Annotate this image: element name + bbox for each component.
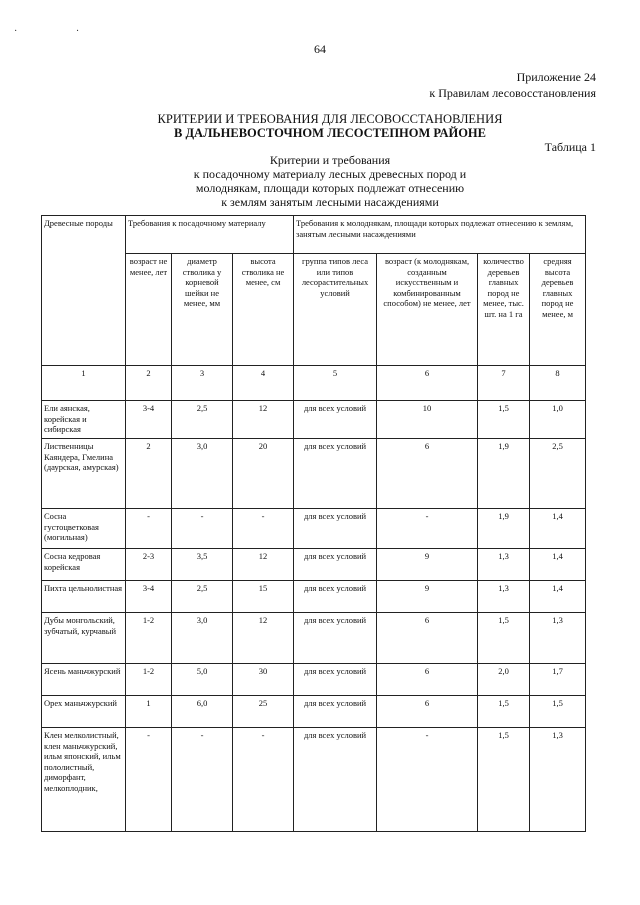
age-cell: 2-3 [126,549,172,581]
table-row [42,728,586,832]
forest-group-cell: для всех условий [294,549,377,581]
column-number: 7 [478,366,530,401]
age-cell: 1-2 [126,613,172,664]
age-cell: - [126,728,172,832]
document-title [0,112,640,140]
species-cell: Клен мелколистный, клен маньчжурский, ильм японский, ильм пололистный, диморфант, мелкоплодник, [42,728,126,832]
diameter-cell: 3,0 [172,439,233,509]
column-number: 2 [126,366,172,401]
title-line-2: В ДАЛЬНЕВОСТОЧНОМ ЛЕСОСТЕПНОМ РАЙОНЕ [173,126,486,140]
caption-line-4: к землям занятым лесными насаждениями [221,195,439,209]
column-number: 1 [42,366,126,401]
column-numbers-row [42,366,586,401]
table-row [42,664,586,696]
tree-count-cell: 1,5 [478,696,530,728]
species-cell: Ели аянская, корейская и сибирская [42,401,126,439]
avg-height-cell: 2,5 [530,439,586,509]
species-cell: Дубы монгольский, зубчатый, курчавый [42,613,126,664]
young-age-cell: 6 [377,439,478,509]
caption-line-2: к посадочному материалу лесных древесных пород и [193,167,467,181]
young-age-cell: 9 [377,549,478,581]
forest-group-cell: для всех условий [294,581,377,613]
tree-count-cell: 2,0 [478,664,530,696]
scan-marks: · · [14,26,108,37]
avg-height-cell: 1,7 [530,664,586,696]
diameter-cell: - [172,509,233,549]
appendix-line-1: Приложение 24 [516,70,596,84]
page-number: 64 [314,42,326,56]
header-young-stands: Требования к молоднякам, площади которых подлежат отнесению к землям, занятым лесными насаждениями [294,216,586,254]
column-number: 8 [530,366,586,401]
species-cell: Сосна густоцветковая (могильная) [42,509,126,549]
young-age-cell: - [377,509,478,549]
table-row [42,581,586,613]
appendix-note [429,69,596,101]
column-number: 5 [294,366,377,401]
forest-group-cell: для всех условий [294,696,377,728]
species-cell: Лиственницы Каяндера, Гмелина (даурская, амурская) [42,439,126,509]
caption-line-3: молоднякам, площади которых подлежат отнесению [195,181,465,195]
avg-height-cell: 1,4 [530,581,586,613]
young-age-cell: 10 [377,401,478,439]
young-age-cell: 9 [377,581,478,613]
tree-count-cell: 1,9 [478,509,530,549]
young-age-cell: 6 [377,613,478,664]
age-cell: - [126,509,172,549]
forest-group-cell: для всех условий [294,664,377,696]
height-cell: 25 [233,696,294,728]
header-col-forest-group: группа типов леса или типов лесорастительных условий [294,254,377,366]
avg-height-cell: 1,0 [530,401,586,439]
height-cell: 15 [233,581,294,613]
tree-count-cell: 1,3 [478,549,530,581]
avg-height-cell: 1,4 [530,509,586,549]
title-line-1: КРИТЕРИИ И ТРЕБОВАНИЯ ДЛЯ ЛЕСОВОССТАНОВЛЕНИЯ [157,112,503,126]
height-cell: 12 [233,401,294,439]
height-cell: - [233,728,294,832]
header-col-avg-height: средняя высота деревьев главных пород не менее, м [530,254,586,366]
header-col-age: возраст не менее, лет [126,254,172,366]
header-col-height: высота стволика не менее, см [233,254,294,366]
diameter-cell: 2,5 [172,401,233,439]
table-row [42,613,586,664]
forest-group-cell: для всех условий [294,728,377,832]
young-age-cell: 6 [377,696,478,728]
header-planting-material: Требования к посадочному материалу [126,216,294,254]
species-cell: Сосна кедровая корейская [42,549,126,581]
header-species: Древесные породы [42,216,126,366]
height-cell: 12 [233,549,294,581]
avg-height-cell: 1,5 [530,696,586,728]
height-cell: 12 [233,613,294,664]
species-cell: Ясень маньчжурский [42,664,126,696]
height-cell: - [233,509,294,549]
column-number: 6 [377,366,478,401]
forest-group-cell: для всех условий [294,439,377,509]
age-cell: 1-2 [126,664,172,696]
tree-count-cell: 1,3 [478,581,530,613]
species-cell: Орех маньчжурский [42,696,126,728]
avg-height-cell: 1,4 [530,549,586,581]
diameter-cell: - [172,728,233,832]
forest-group-cell: для всех условий [294,401,377,439]
forest-group-cell: для всех условий [294,509,377,549]
diameter-cell: 5,0 [172,664,233,696]
header-col-diameter: диаметр стволика у корневой шейки не менее, мм [172,254,233,366]
diameter-cell: 3,0 [172,613,233,664]
table-row [42,439,586,509]
column-number: 4 [233,366,294,401]
caption-line-1: Критерии и требования [269,153,391,167]
age-cell: 3-4 [126,401,172,439]
header-row-groups [42,216,586,254]
diameter-cell: 6,0 [172,696,233,728]
species-cell: Пихта цельнолистная [42,581,126,613]
table-caption [0,153,640,209]
avg-height-cell: 1,3 [530,728,586,832]
header-col-tree-count: количество деревьев главных пород не менее, тыс. шт. на 1 га [478,254,530,366]
table-row [42,549,586,581]
diameter-cell: 2,5 [172,581,233,613]
tree-count-cell: 1,5 [478,728,530,832]
age-cell: 2 [126,439,172,509]
young-age-cell: 6 [377,664,478,696]
age-cell: 3-4 [126,581,172,613]
requirements-table [41,215,586,832]
table-row [42,696,586,728]
tree-count-cell: 1,9 [478,439,530,509]
header-col-young-age: возраст (к молоднякам, созданным искусственным и комбинированным способом) не менее, лет [377,254,478,366]
young-age-cell: - [377,728,478,832]
height-cell: 20 [233,439,294,509]
table-row [42,509,586,549]
forest-group-cell: для всех условий [294,613,377,664]
column-number: 3 [172,366,233,401]
avg-height-cell: 1,3 [530,613,586,664]
table-row [42,401,586,439]
appendix-line-2: к Правилам лесовосстановления [429,86,596,100]
tree-count-cell: 1,5 [478,613,530,664]
height-cell: 30 [233,664,294,696]
age-cell: 1 [126,696,172,728]
table-label: Таблица 1 [544,140,596,154]
diameter-cell: 3,5 [172,549,233,581]
tree-count-cell: 1,5 [478,401,530,439]
